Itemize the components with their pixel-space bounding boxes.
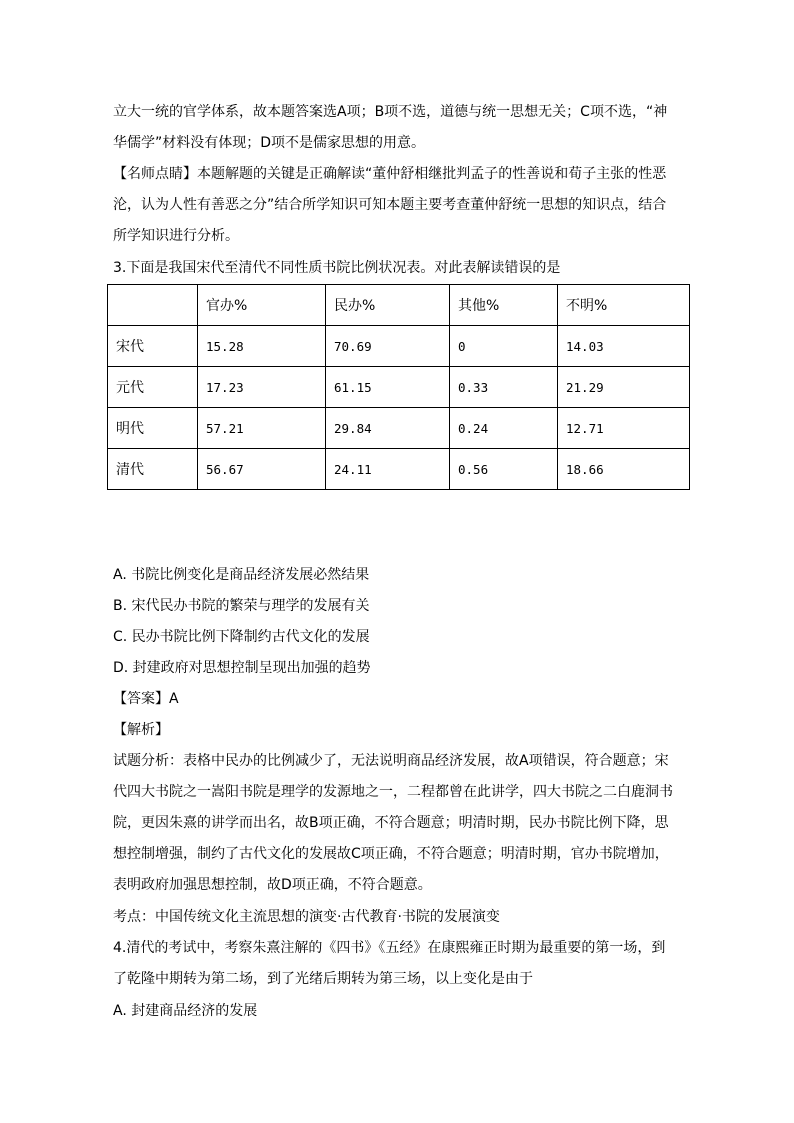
text-line: 【名师点睛】本题解题的关键是正确解读“董仲舒相继批判孟子的性善说和荀子主张的性恶 — [113, 166, 667, 182]
table-cell: 56.67 — [198, 449, 326, 490]
table-cell: 61.15 — [326, 367, 450, 408]
table-cell: 明代 — [108, 408, 198, 449]
analysis-line: 院，更因朱熹的讲学而出名，故B项正确，不符合题意；明清时期，民办书院比例下降，思 — [113, 815, 669, 831]
option-c: C. 民办书院比例下降制约古代文化的发展 — [113, 629, 370, 645]
table-header-cell: 其他% — [450, 285, 558, 326]
table-cell: 18.66 — [558, 449, 690, 490]
table-cell: 70.69 — [326, 326, 450, 367]
question-stem: 4.清代的考试中，考察朱熹注解的《四书》《五经》在康熙雍正时期为最重要的第一场，到 — [113, 940, 666, 956]
table-cell: 24.11 — [326, 449, 450, 490]
text-line: 沦，认为人性有善恶之分”结合所学知识可知本题主要考查董仲舒统一思想的知识点，结合 — [113, 197, 667, 213]
analysis-line: 想控制增强，制约了古代文化的发展故C项正确，不符合题意；明清时期，官办书院增加， — [113, 846, 669, 862]
table-cell: 0.24 — [450, 408, 558, 449]
table-cell: 0.56 — [450, 449, 558, 490]
table-cell: 29.84 — [326, 408, 450, 449]
option-a: A. 封建商品经济的发展 — [113, 1003, 258, 1019]
analysis-line: 代四大书院之一嵩阳书院是理学的发源地之一，二程都曾在此讲学，四大书院之二白鹿洞书 — [113, 784, 673, 800]
table-row — [108, 408, 690, 449]
table-cell: 0.33 — [450, 367, 558, 408]
table-cell: 17.23 — [198, 367, 326, 408]
table-row — [108, 367, 690, 408]
table-cell: 元代 — [108, 367, 198, 408]
question-stem: 了乾隆中期转为第二场，到了光绪后期转为第三场，以上变化是由于 — [113, 971, 533, 987]
table-header-cell: 民办% — [326, 285, 450, 326]
question-stem: 3.下面是我国宋代至清代不同性质书院比例状况表。对此表解读错误的是 — [113, 260, 561, 276]
table-cell: 0 — [450, 326, 558, 367]
table-row — [108, 326, 690, 367]
table-header-row — [108, 285, 690, 326]
text-line: 立大一统的官学体系，故本题答案选A项；B项不选，道德与统一思想无关；C项不选，“神 — [113, 104, 668, 120]
text-line: 所学知识进行分析。 — [113, 228, 239, 244]
option-a: A. 书院比例变化是商品经济发展必然结果 — [113, 567, 370, 583]
table-header-cell: 官办% — [198, 285, 326, 326]
table-header-cell — [108, 285, 198, 326]
table-cell: 12.71 — [558, 408, 690, 449]
table-header-cell: 不明% — [558, 285, 690, 326]
option-d: D. 封建政府对思想控制呈现出加强的趋势 — [113, 660, 371, 676]
analysis-line: 试题分析：表格中民办的比例减少了，无法说明商品经济发展，故A项错误，符合题意；宋 — [113, 753, 669, 769]
table-cell: 21.29 — [558, 367, 690, 408]
option-b: B. 宋代民办书院的繁荣与理学的发展有关 — [113, 598, 370, 614]
analysis-line: 表明政府加强思想控制，故D项正确，不符合题意。 — [113, 877, 432, 893]
table-cell: 14.03 — [558, 326, 690, 367]
table-cell: 15.28 — [198, 326, 326, 367]
table-cell: 宋代 — [108, 326, 198, 367]
academy-ratio-table — [107, 284, 690, 490]
table-row — [108, 449, 690, 490]
table-cell: 57.21 — [198, 408, 326, 449]
kaodian-line: 考点：中国传统文化主流思想的演变·古代教育·书院的发展演变 — [113, 909, 500, 925]
text-line: 华儒学”材料没有体现；D项不是儒家思想的用意。 — [113, 135, 426, 151]
answer-label: 【答案】A — [113, 691, 179, 707]
table-cell: 清代 — [108, 449, 198, 490]
analysis-title: 【解析】 — [113, 722, 169, 738]
